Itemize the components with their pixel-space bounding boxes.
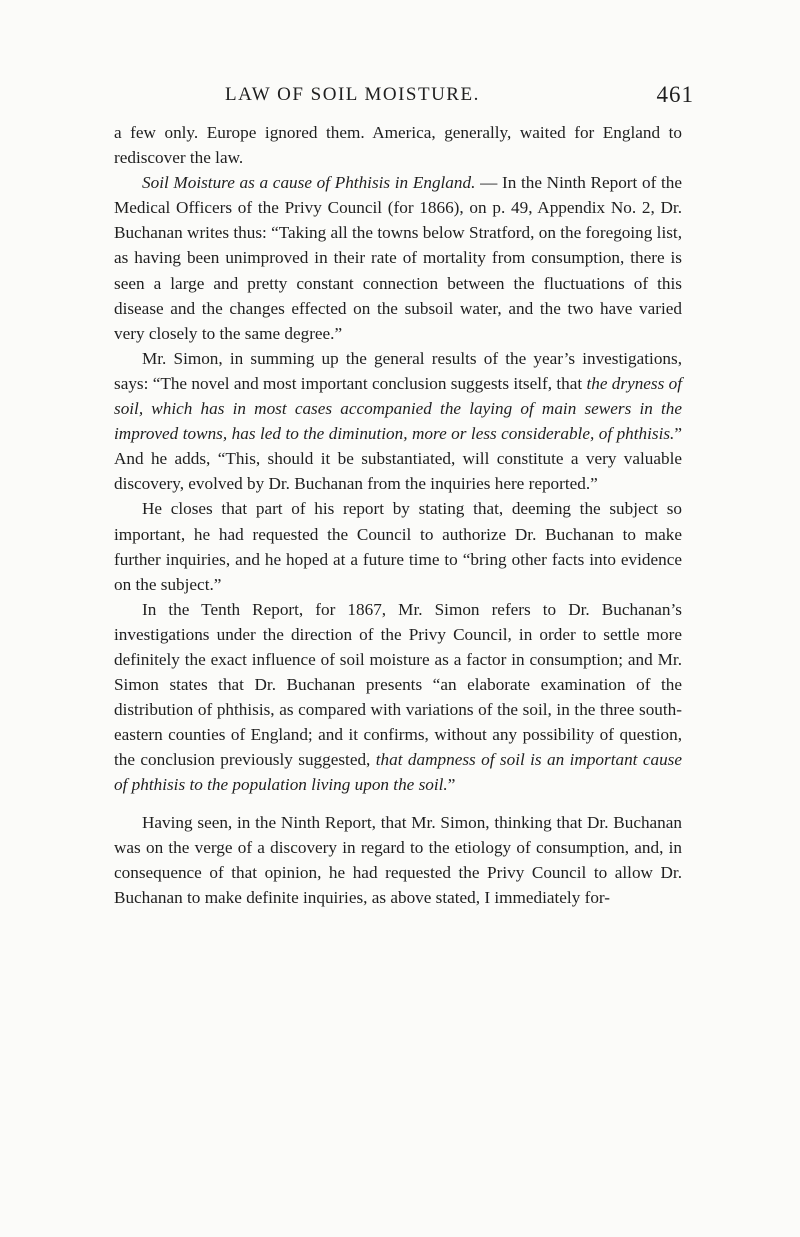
paragraph-3-text-a: Mr. Simon, in summing up the general results of the year’s investigations, says: “The novel and most important conclusion suggests itself, that xyxy=(114,348,682,393)
paragraph-5-text-b: ” xyxy=(447,775,456,795)
paragraph-2-text: — In the Ninth Report of the Medical Officers of the Privy Council (for 1866), on p. 49, Appendix No. 2, Dr. Buchanan writes thus: “Taking all the towns below Stratford, on the foregoing list, as having been unimproved in their rate of mortality from consumption, there is seen a large and pretty constant connection between the fluctuations of this disease and the changes effected on the subsoil water, and the two have varied very closely to the same degree.” xyxy=(114,173,682,343)
section-heading: Soil Moisture as a cause of Phthisis in England. xyxy=(142,173,476,193)
paragraph-3-text-b: ” And he adds, “This, should it be substantiated, will constitute a very valuable discovery, evolved by Dr. Buchanan from the inquiries here reported.” xyxy=(114,424,682,494)
running-title: LAW OF SOIL MOISTURE. xyxy=(225,84,480,105)
page-number: 461 xyxy=(656,82,694,107)
paragraph-5-italic: that dampness of soil is an important cause of phthisis to the population living upon the soil. xyxy=(114,750,682,795)
paragraph-5-text-a: In the Tenth Report, for 1867, Mr. Simon refers to Dr. Buchanan’s investigations under the direction of the Privy Council, in order to settle more definitely the exact influence of soil moisture as a factor in consumption; and Mr. Simon states that Dr. Buchanan presents “an elaborate examination of the distribution of phthisis, as compared with variations of the soil, in the three south-eastern counties of England; and it confirms, without any possibility of question, the conclusion previously suggested, xyxy=(114,599,682,770)
paragraph-3 xyxy=(114,346,682,497)
paragraph-4: He closes that part of his report by stating that, deeming the subject so important, he had requested the Council to authorize Dr. Buchanan to make further inquiries, and he hoped at a future time to “bring other facts into evidence on the subject.” xyxy=(114,499,682,594)
paragraph-3-italic: the dryness of soil, which has in most cases accompanied the laying of main sewers in the improved towns, has led to the diminution, more or less considerable, of phthisis. xyxy=(114,373,682,444)
running-head xyxy=(0,84,800,114)
paragraph-6: Having seen, in the Ninth Report, that Mr. Simon, thinking that Dr. Buchanan was on the verge of a discovery in regard to the etiology of consumption, and, in consequence of that opinion, he had requested the Privy Council to allow Dr. Buchanan to make definite inquiries, as above stated, I immediately for- xyxy=(114,812,682,907)
body-text xyxy=(114,120,682,910)
paragraph-5 xyxy=(114,597,682,798)
paragraph-1: a few only. Europe ignored them. America, generally, waited for England to rediscover the law. xyxy=(114,123,682,168)
paragraph-2 xyxy=(114,170,682,346)
